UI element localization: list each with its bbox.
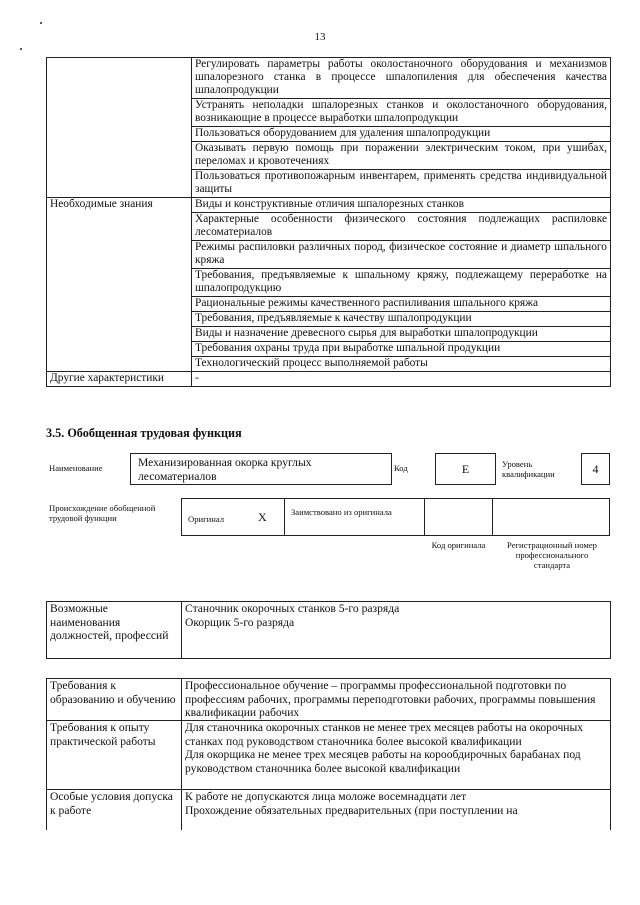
- row-label: Другие характеристики: [47, 372, 192, 387]
- row-text: Рациональные режимы качественного распиливания шпального кряжа: [192, 297, 611, 312]
- section-heading: 3.5. Обобщенная трудовая функция: [46, 426, 242, 440]
- requirement-label: Особые условия допуска к работе: [47, 790, 182, 831]
- row-text: Режимы распиловки различных пород, физическое состояние и диаметр шпального кряжа: [192, 241, 611, 269]
- table-row: [47, 679, 611, 721]
- row-text: Виды и назначение древесного сырья для выработки шпалопродукции: [192, 327, 611, 342]
- requirements-table: [46, 678, 611, 830]
- row-text: Требования, предъявляемые к качеству шпалопродукции: [192, 312, 611, 327]
- page-number: 13: [314, 31, 326, 43]
- row-text: Виды и конструктивные отличия шпалорезных станков: [192, 198, 611, 213]
- row-label: Необходимые знания: [47, 198, 192, 372]
- original-mark: X: [258, 510, 267, 524]
- row-text: Устранять неполадки шпалорезных станков и околостаночного оборудования, возникающие в процессе выработки шпалопродукции: [192, 99, 611, 127]
- requirement-value: [182, 790, 611, 831]
- requirement-value: Профессиональное обучение – программы профессиональной подготовки по профессиям рабочих, программы переподготовки рабочих, программы повышения квалификации рабочих: [182, 679, 611, 721]
- row-text: Характерные особенности физического состояния подлежащих распиловке лесоматериалов: [192, 213, 611, 241]
- row-text: -: [192, 372, 611, 387]
- table-row: [47, 790, 611, 831]
- job-titles-label: Возможные наименования должностей, профессий: [47, 602, 182, 659]
- original-label: Оригинал: [188, 514, 225, 524]
- origin-label: Происхождение обобщенной трудовой функции: [49, 503, 156, 523]
- row-text: Регулировать параметры работы околостаночного оборудования и механизмов шпалорезного станка в процессе шпалопиления для обеспечения качества шпалопродукции: [192, 58, 611, 99]
- requirement-label: Требования к образованию и обучению: [47, 679, 182, 721]
- requirement-line: Для станочника окорочных станков не менее трех месяцев работы на окорочных станках под руководством станочника более высокой квалификации: [185, 721, 584, 748]
- requirement-line: К работе не допускаются лица моложе восемнадцати лет: [185, 790, 467, 803]
- name-label: Наименование: [49, 463, 103, 473]
- row-text: Требования, предъявляемые к шпальному кряжу, подлежащему переработке на шпалопродукцию: [192, 269, 611, 297]
- job-title: Окорщик 5-го разряда: [185, 615, 295, 629]
- row-text: Технологический процесс выполняемой работы: [192, 357, 611, 372]
- table-row: [47, 721, 611, 790]
- job-title: Станочник окорочных станков 5-го разряда: [185, 602, 400, 615]
- row-text: Пользоваться противопожарным инвентарем, применять средства индивидуальной защиты: [192, 170, 611, 198]
- code-label: Код: [394, 463, 408, 473]
- reg-number-caption: Регистрационный номер профессионального стандарта: [507, 540, 597, 570]
- level-label: Уровень квалификации: [502, 459, 555, 479]
- name-value: Механизированная окорка круглых лесоматериалов: [138, 456, 312, 483]
- code-original-caption: Код оригинала: [431, 540, 486, 550]
- requirement-label: Требования к опыту практической работы: [47, 721, 182, 790]
- row-text: Пользоваться оборудованием для удаления шпалопродукции: [192, 127, 611, 142]
- requirement-value: [182, 721, 611, 790]
- requirement-line: Для окорщика не менее трех месяцев работы на корообдирочных барабанах под руководством станочника более высокой квалификации: [185, 748, 581, 775]
- borrowed-label: Заимствовано из оригинала: [291, 507, 392, 517]
- code-value: E: [461, 462, 470, 476]
- requirement-line: Прохождение обязательных предварительных (при поступлении на: [185, 803, 518, 817]
- row-text: Оказывать первую помощь при поражении электрическим током, при ушибах, переломах и кровотечениях: [192, 142, 611, 170]
- row-text: Требования охраны труда при выработке шпальной продукции: [192, 342, 611, 357]
- level-value: 4: [592, 462, 599, 476]
